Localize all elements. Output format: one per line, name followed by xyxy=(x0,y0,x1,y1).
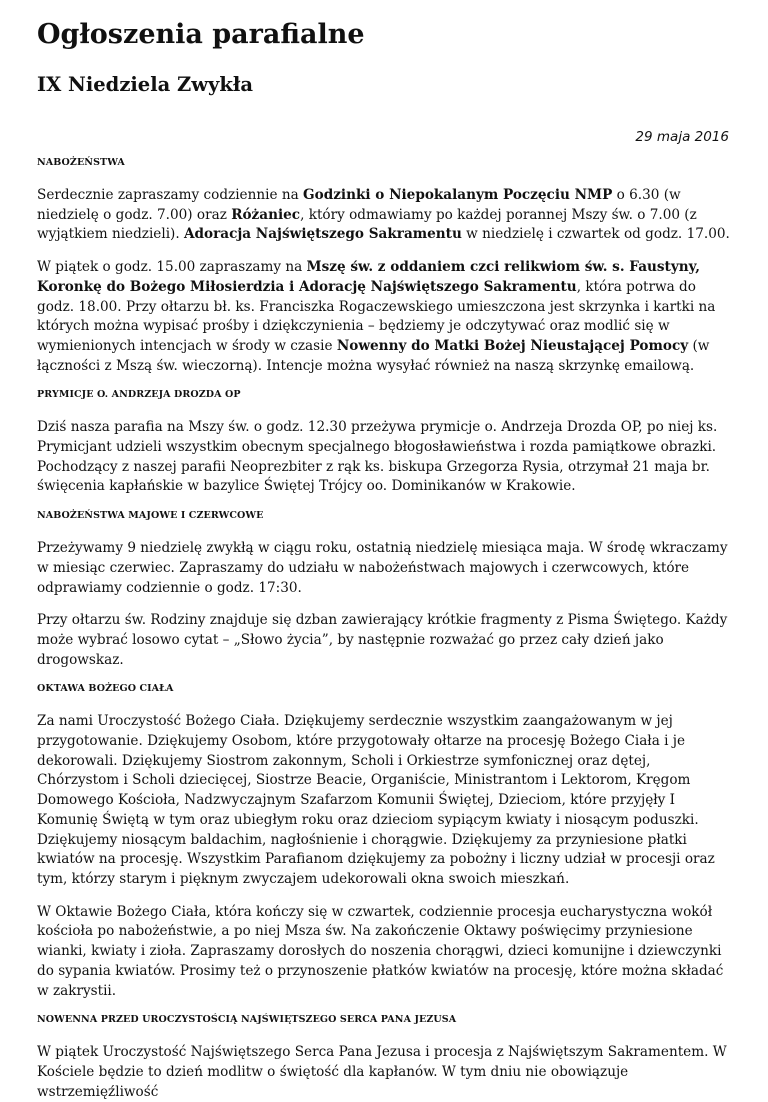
paragraph: Dziś nasza parafia na Mszy św. o godz. 12.30 przeżywa prymicje o. Andrzeja Drozda OP, po niej ks. Prymicjant udzieli wszystkim obecnym specjalnego błogosławieństwa i rozda pamiątkowe obrazki. Pochodzący z naszej parafii Neoprezbiter z rąk ks. biskupa Grzegorza Rysia, otrzymał 21 maja br. święcenia kapłańskie w bazylice Świętej Trójcy oo. Dominikanów w Krakowie. xyxy=(37,419,718,495)
text-run: Serdecznie zapraszamy codziennie na xyxy=(37,187,304,203)
text-run: W piątek o godz. 15.00 zapraszamy na xyxy=(37,259,307,276)
announcement-date: 29 maja 2016 xyxy=(635,129,729,145)
bold-text: Różaniec xyxy=(231,206,301,223)
paragraph: W Oktawie Bożego Ciała, która kończy się w czwartek, codziennie procesja eucharystyczna wokół kościoła po nabożeństwie, a po niej Msza św. Na zakończenie Oktawy poświęcimy przyniesione wianki, kwiaty i zioła. Zapraszamy dorosłych do noszenia chorągwi, dzieci komunijne i dziewczynki do sypania kwiatów. Prosimy też o przynoszenie płatków kwiatów na procesję, które można składać w zakrystii. xyxy=(37,903,724,999)
bold-text: Mszę św. z oddaniem czci relikwiom św. s. Faustyny, Koronkę do Bożego Miłosierdzia i Adorację Najświętszego Sakramentu xyxy=(37,259,700,295)
paragraph: Przy ołtarzu św. Rodziny znajduje się dzban zawierający krótkie fragmenty z Pisma Świętego. Każdy może wybrać losowo cytat – „Słowo życia”, by następnie rozważać go przez cały dzień jako drogowskaz. xyxy=(37,612,728,668)
section-heading-nowenna: NOWENNA PRZED UROCZYSTOŚCIĄ NAJŚWIĘTSZEGO SERCA PANA JEZUSA xyxy=(37,1014,457,1026)
bold-text: Nowenny do Matki Bożej Nieustającej Pomocy xyxy=(336,337,689,354)
section-heading-nabozenstwa: NABOŻEŃSTWA xyxy=(37,157,125,168)
paragraph xyxy=(37,186,731,245)
section-heading-oktawa: OKTAWA BOŻEGO CIAŁA xyxy=(37,683,174,695)
bold-text: Adoracja Najświętszego Sakramentu xyxy=(183,226,462,243)
section-heading-majowe: NABOŻEŃSTWA MAJOWE I CZERWCOWE xyxy=(37,510,264,522)
paragraph: W piątek Uroczystość Najświętszego Serca Pana Jezusa i procesja z Najświętszym Sakramentem. W Kościele będzie to dzień modlitw o świętość dla kapłanów. W tym dniu nie obowiązuje wstrzemięźliwość xyxy=(37,1044,727,1100)
text-run: (w łączności z Mszą św. wieczorną). Intencje można wysyłać również na naszą skrzynkę emailową. xyxy=(37,337,710,374)
text-run: , który odmawiamy po każdej porannej Mszy św. o 7.00 (z wyjątkiem niedzieli). xyxy=(37,206,697,243)
section-heading-prymicje: PRYMICJE O. ANDRZEJA DROZDA OP xyxy=(37,389,241,401)
text-run: , która potrwa do godz. 18.00. Przy ołtarzu bł. ks. Franciszka Rogaczewskiego umieszczona jest skrzynka i kartki na których można wypisać prośby i dziękczynienia – będziemy je odczytywać oraz modlić się w wymienionych intencjach w środy w czasie xyxy=(37,278,716,354)
paragraph: Przeżywamy 9 niedzielę zwykłą w ciągu roku, ostatnią niedzielę miesiąca maja. W środę wkraczamy w miesiąc czerwiec. Zapraszamy do udziału w nabożeństwach majowych i czerwcowych, które odprawiamy codziennie o godz. 17:30. xyxy=(37,540,728,596)
bold-text: Godzinki o Niepokalanym Poczęciu NMP xyxy=(303,187,613,203)
text-run: w niedzielę i czwartek od godz. 17.00. xyxy=(461,226,730,243)
paragraph: Za nami Uroczystość Bożego Ciała. Dziękujemy serdecznie wszystkim zaangażowanym w jej przygotowanie. Dziękujemy Osobom, które przygotowały ołtarze na procesję Bożego Ciała i je dekorowali. Dziękujemy Siostrom zakonnym, Scholi i Orkiestrze symfonicznej oraz dętej, Chórzystom i Scholi dziecięcej, Siostrze Beacie, Organiście, Ministrantom i Lektorom, Kręgom Domowego Kościoła, Nadzwyczajnym Szafarzom Komunii Świętej, Dzieciom, które przyjęły I Komunię Świętą w tym oraz ubiegłym roku oraz dzieciom sypiącym kwiaty i niosącym poduszki. Dziękujemy niosącym baldachim, nagłośnienie i chorągwie. Dziękujemy za przyniesione płatki kwiatów na procesję. Wszystkim Parafianom dziękujemy za pobożny i liczny udział w procesji oraz tym, którzy starym i pięknym zwyczajem udekorowali okna swoich mieszkań. xyxy=(37,713,715,887)
text-run: o 6.30 (w niedzielę o godz. 7.00) oraz xyxy=(37,187,681,223)
page-subtitle: IX Niedziela Zwykła xyxy=(37,73,254,96)
paragraph xyxy=(37,258,731,376)
page-title: Ogłoszenia parafialne xyxy=(37,19,365,50)
